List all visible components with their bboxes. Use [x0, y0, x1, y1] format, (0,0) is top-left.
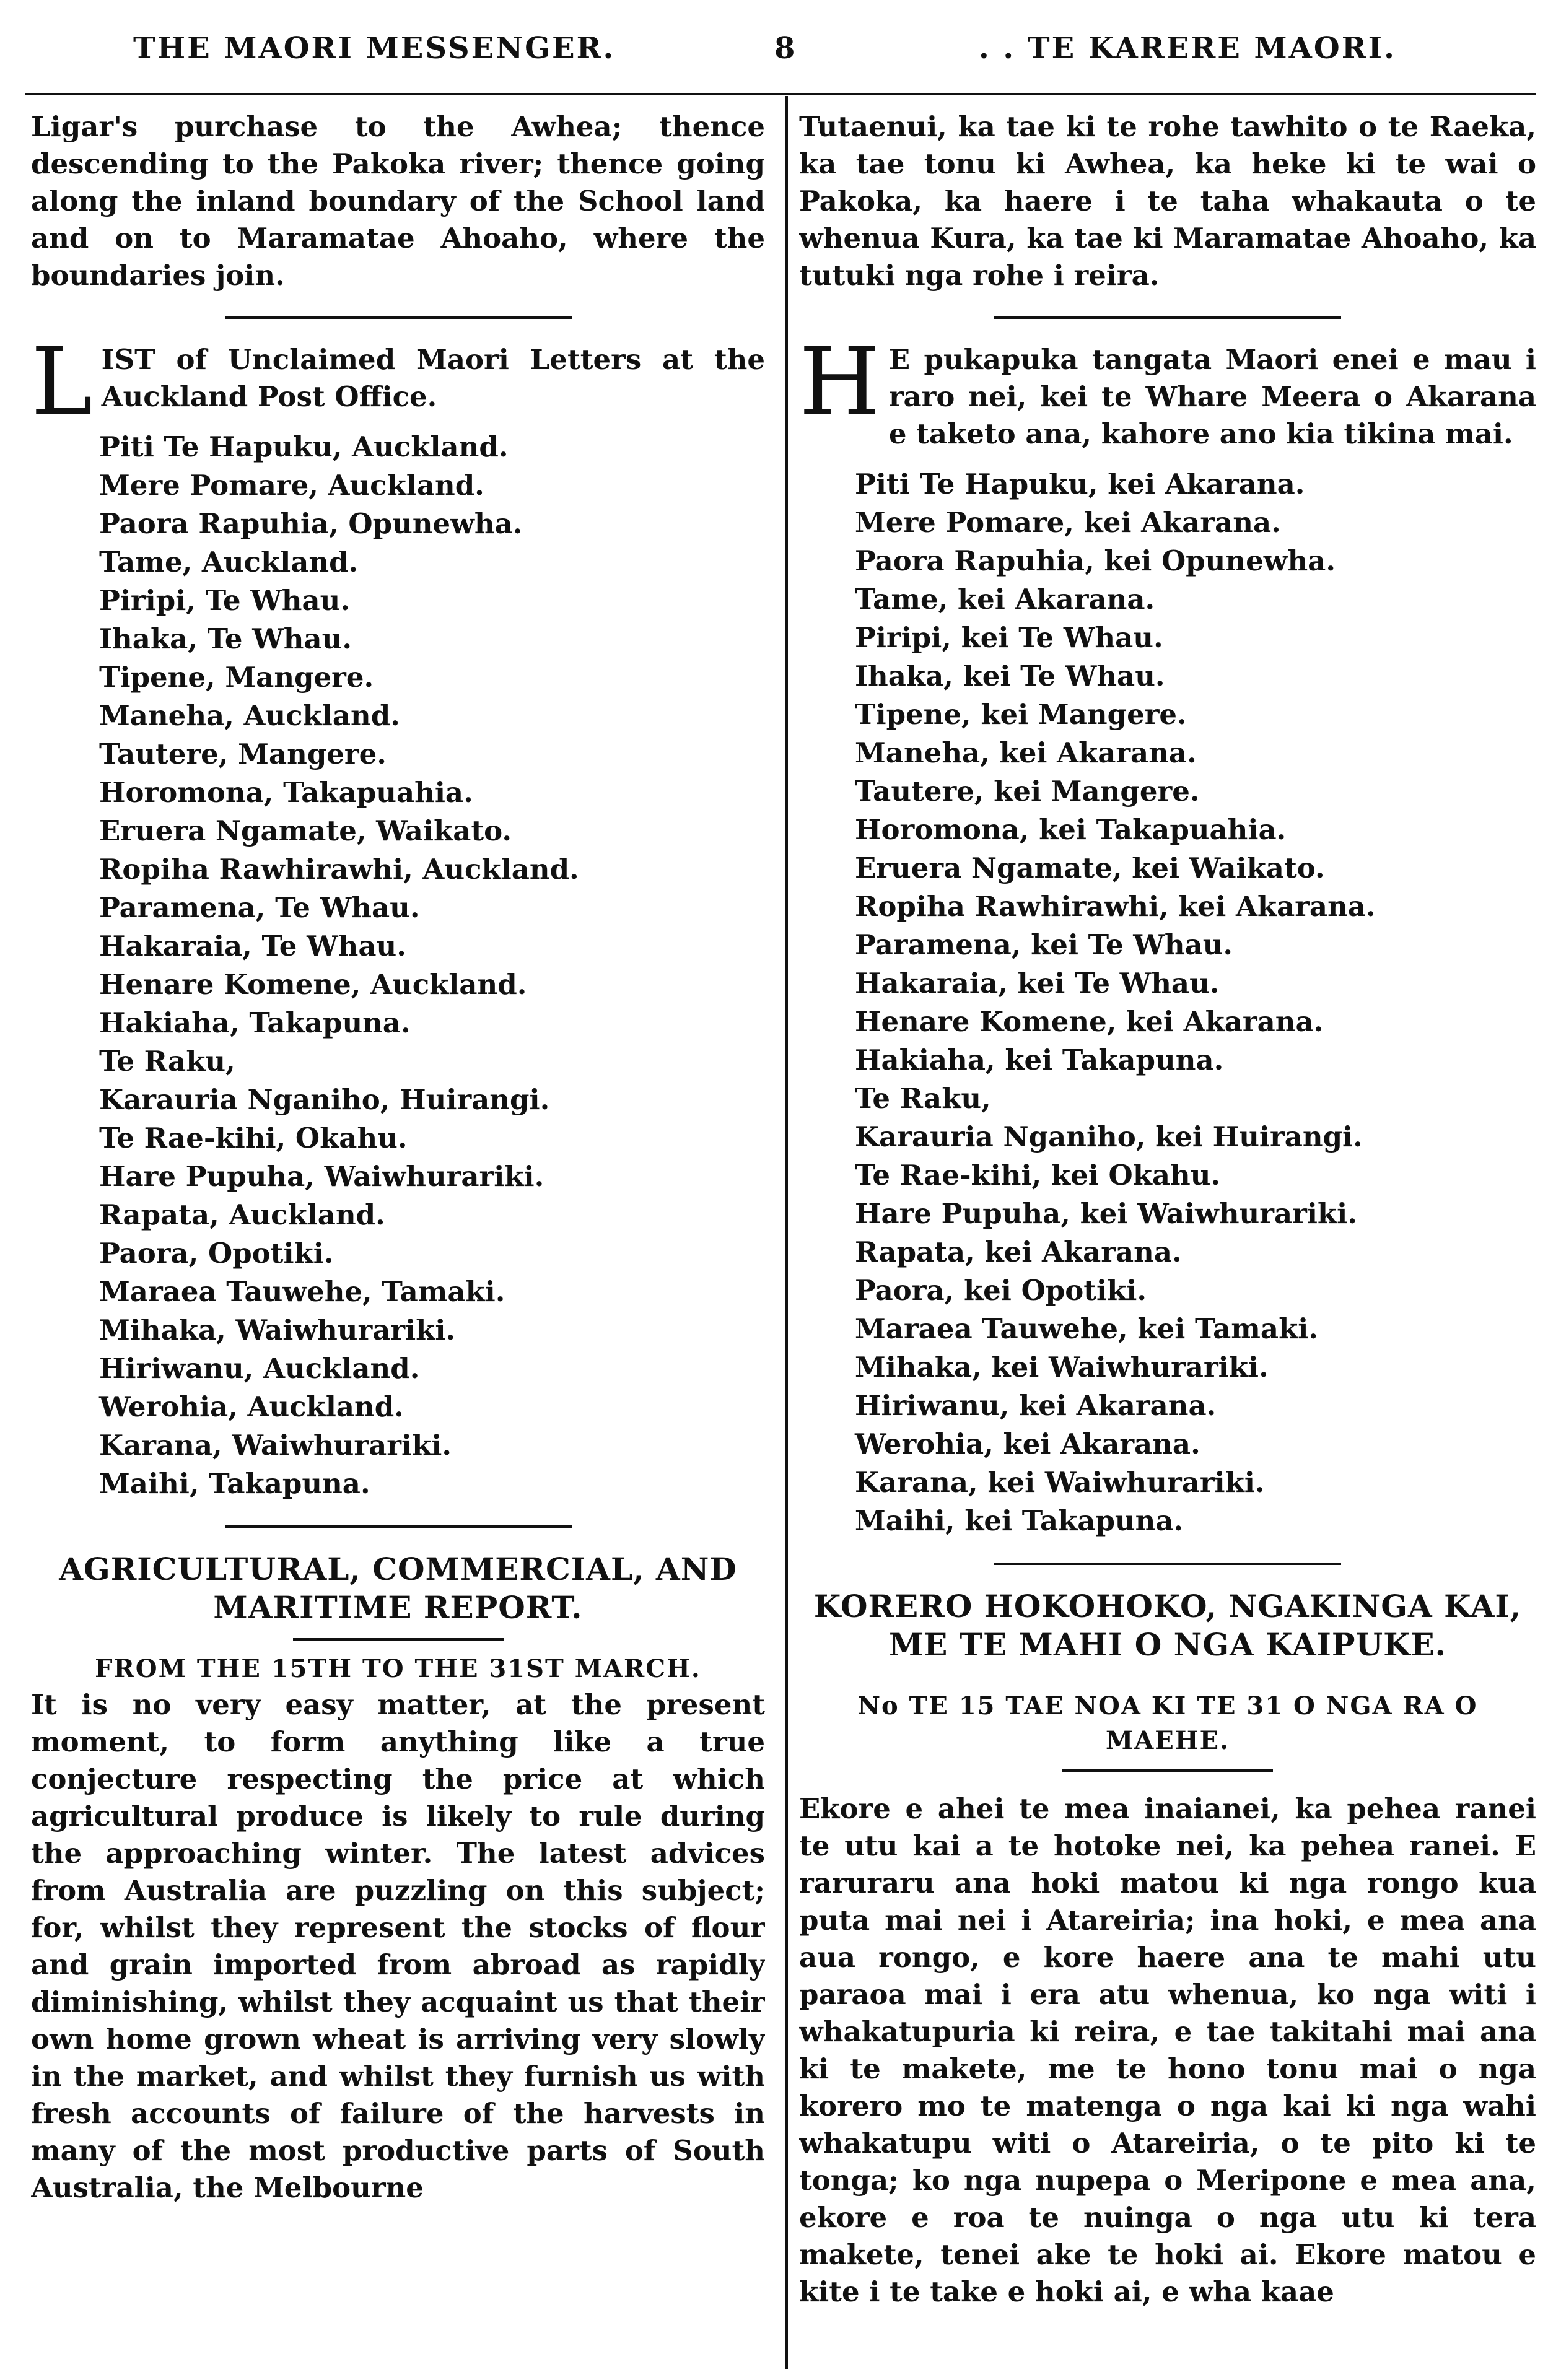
list-item: Hare Pupuha, Waiwhurariki.: [99, 1160, 544, 1193]
list-item: Tame, Auckland.: [99, 546, 359, 578]
unclaimed-letters-notice-maori: [799, 328, 1536, 453]
list-item: Hare Pupuha, kei Waiwhurariki.: [855, 1197, 1357, 1230]
list-item: Tipene, Mangere.: [99, 661, 374, 694]
maori-column: [799, 108, 1536, 2363]
english-column: [31, 108, 765, 2363]
boundary-description-maori: Tutaenui, ka tae ki te rohe tawhito o te Raeka, ka tae tonu ki Awhea, ka heke ki te wai o Pakoka, ka haere i te taha whakauta o te whenua Kura, ka tae ki Maramatae Ahoaho, ka tutuki nga rohe i reira.: [799, 110, 1536, 292]
list-item: Mere Pomare, kei Akarana.: [855, 506, 1281, 539]
list-item: Maneha, kei Akarana.: [855, 736, 1197, 769]
list-item: Werohia, kei Akarana.: [855, 1428, 1200, 1460]
list-item: Werohia, Auckland.: [99, 1390, 404, 1423]
list-item: Eruera Ngamate, kei Waikato.: [855, 852, 1325, 884]
list-item: Paora Rapuhia, Opunewha.: [99, 507, 523, 540]
list-item: Ropiha Rawhirawhi, Auckland.: [99, 853, 579, 886]
unclaimed-letters-list-maori: [799, 465, 1536, 1540]
list-item: Karauria Nganiho, kei Huirangi.: [855, 1120, 1363, 1153]
masthead: [25, 25, 1536, 81]
list-item: Horomona, kei Takapuahia.: [855, 813, 1287, 846]
list-item: Maraea Tauwehe, Tamaki.: [99, 1275, 505, 1308]
section-rule: [994, 1563, 1341, 1565]
report-body-english: It is no very easy matter, at the present moment, to form anything like a true conjecture respecting the price at which agricultural produce is likely to rule during the approaching winter. The latest advices from Australia are puzzling on this subject; for, whilst they represent the stocks of flour and grain imported from abroad as rapidly diminishing, whilst they acquaint us that their own home grown wheat is arriving very slowly in the market, and whilst they furnish us with fresh accounts of failure of the harvests in many of the most productive parts of South Australia, the Melbourne: [31, 1688, 765, 2204]
list-item: Tipene, kei Mangere.: [855, 698, 1187, 731]
list-item: Te Raku,: [99, 1045, 235, 1078]
list-item: Henare Komene, Auckland.: [99, 968, 527, 1001]
drop-cap: L: [31, 328, 93, 436]
list-item: Hiriwanu, Auckland.: [99, 1352, 420, 1385]
list-item: Maneha, Auckland.: [99, 699, 400, 732]
list-item: Eruera Ngamate, Waikato.: [99, 814, 512, 847]
list-item: Maihi, Takapuna.: [99, 1467, 370, 1500]
list-item: Mere Pomare, Auckland.: [99, 469, 484, 502]
list-item: Maraea Tauwehe, kei Tamaki.: [855, 1312, 1319, 1345]
list-item: Tame, kei Akarana.: [855, 583, 1155, 616]
list-item: Mihaka, Waiwhurariki.: [99, 1314, 456, 1346]
list-item: Maihi, kei Takapuna.: [855, 1504, 1184, 1537]
list-item: Horomona, Takapuahia.: [99, 776, 473, 809]
list-item: Paora Rapuhia, kei Opunewha.: [855, 544, 1336, 577]
notice-text: IST of Unclaimed Maori Letters at the Auckland Post Office.: [101, 343, 765, 413]
list-item: Piripi, Te Whau.: [99, 584, 351, 617]
list-item: Hakiaha, kei Takapuna.: [855, 1044, 1224, 1076]
list-item: Karana, Waiwhurariki.: [99, 1429, 452, 1462]
masthead-maori-title: . . TE KARERE MAORI.: [979, 31, 1396, 66]
list-item: Henare Komene, kei Akarana.: [855, 1005, 1324, 1038]
list-item: Rapata, Auckland.: [99, 1198, 385, 1231]
page-number: 8: [774, 31, 797, 66]
list-item: Tautere, kei Mangere.: [855, 775, 1200, 808]
list-item: Ihaka, kei Te Whau.: [855, 660, 1165, 692]
list-item: Tautere, Mangere.: [99, 738, 387, 770]
list-item: Karana, kei Waiwhurariki.: [855, 1466, 1265, 1499]
masthead-english-title: THE MAORI MESSENGER.: [133, 31, 616, 66]
section-rule: [225, 1525, 572, 1528]
section-rule: [225, 316, 572, 319]
report-subheading-english: FROM THE 15TH TO THE 31ST MARCH.: [95, 1654, 701, 1683]
list-item: Piripi, kei Te Whau.: [855, 621, 1163, 654]
list-item: Hakiaha, Takapuna.: [99, 1006, 411, 1039]
section-rule: [994, 316, 1341, 319]
unclaimed-letters-list-english: [31, 428, 765, 1503]
list-item: Piti Te Hapuku, kei Akarana.: [855, 468, 1305, 500]
list-item: Paramena, Te Whau.: [99, 891, 420, 924]
list-item: Hakaraia, Te Whau.: [99, 930, 406, 962]
list-item: Ihaka, Te Whau.: [99, 622, 352, 655]
section-rule: [1062, 1769, 1273, 1772]
column-divider: [785, 96, 788, 2369]
list-item: Paramena, kei Te Whau.: [855, 928, 1233, 961]
report-heading-english: AGRICULTURAL, COMMERCIAL, AND MARITIME REPORT.: [59, 1551, 737, 1626]
section-rule: [293, 1638, 504, 1641]
list-item: Hakaraia, kei Te Whau.: [855, 967, 1220, 1000]
list-item: Paora, kei Opotiki.: [855, 1274, 1147, 1307]
masthead-rule: [25, 93, 1536, 95]
report-heading-maori: KORERO HOKOHOKO, NGAKINGA KAI, ME TE MAHI O NGA KAIPUKE.: [813, 1588, 1522, 1663]
list-item: Te Raku,: [855, 1082, 991, 1115]
list-item: Mihaka, kei Waiwhurariki.: [855, 1351, 1269, 1384]
list-item: Hiriwanu, kei Akarana.: [855, 1389, 1217, 1422]
list-item: Te Rae-kihi, kei Okahu.: [855, 1159, 1221, 1192]
unclaimed-letters-notice-english: [31, 328, 765, 436]
list-item: Te Rae-kihi, Okahu.: [99, 1122, 408, 1154]
report-body-maori: Ekore e ahei te mea inaianei, ka pehea ranei te utu kai a te hotoke nei, ka pehea ranei. E raruraru ana hoki matou ki nga rongo kua puta mai nei i Atareiria; ina hoki, e mea ana aua rongo, e kore haere ana te mahi utu paraoa mai i era atu whenua, ko nga witi i whakatupuria ki reira, e tae takitahi mai ana ki te makete, me te hono tonu mai o nga korero mo te matenga o nga kai ki nga wahi whakatupu witi o Atareiria, o te pito ki te tonga; ko nga nupepa o Meripone e mea ana, ekore e roa te nuinga o nga utu ki tera makete, tenei ake te hoki ai. Ekore matou e kite i te take e hoki ai, e wha kaae: [799, 1792, 1536, 2308]
notice-text: E pukapuka tangata Maori enei e mau i raro nei, kei te Whare Meera o Akarana e taketo ana, kahore ano kia tikina mai.: [888, 343, 1536, 450]
list-item: Karauria Nganiho, Huirangi.: [99, 1083, 550, 1116]
list-item: Rapata, kei Akarana.: [855, 1236, 1182, 1268]
list-item: Ropiha Rawhirawhi, kei Akarana.: [855, 890, 1376, 923]
report-subheading-maori: No TE 15 TAE NOA KI TE 31 O NGA RA O MAEHE.: [857, 1691, 1478, 1755]
list-item: Paora, Opotiki.: [99, 1237, 334, 1270]
drop-cap: H: [799, 328, 880, 436]
boundary-description-english: Ligar's purchase to the Awhea; thence descending to the Pakoka river; thence going along the inland boundary of the School land and on to Maramatae Ahoaho, where the boundaries join.: [31, 110, 765, 292]
list-item: Piti Te Hapuku, Auckland.: [99, 430, 509, 463]
